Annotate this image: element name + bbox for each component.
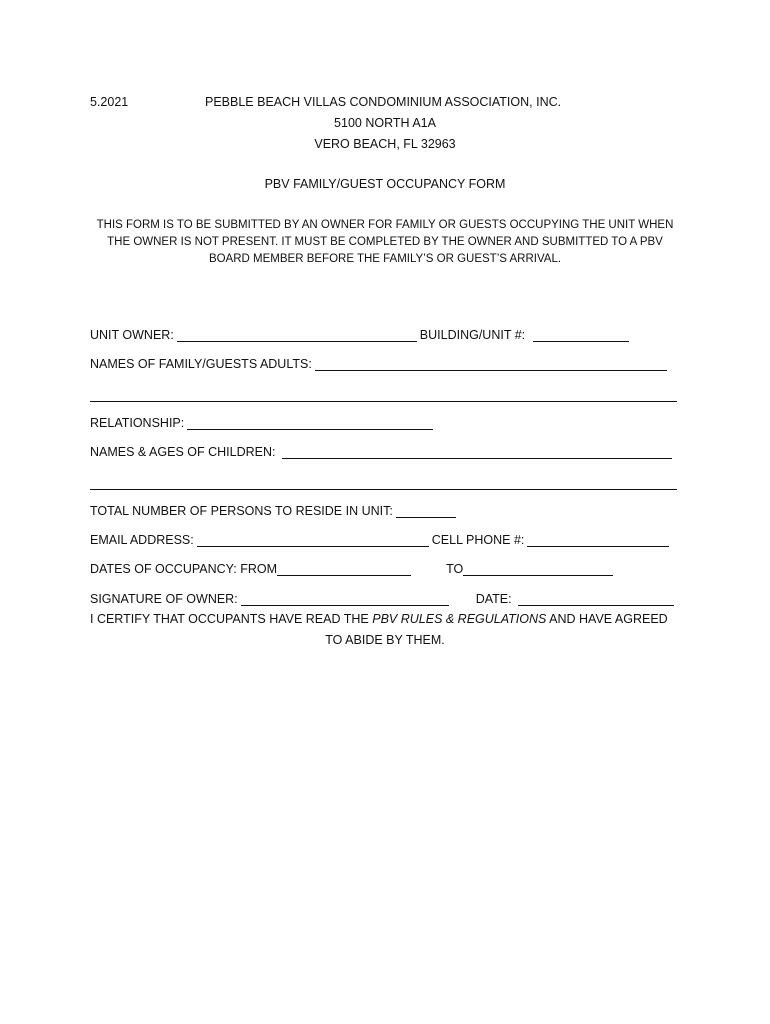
total-persons-field[interactable] (396, 504, 456, 518)
children-row (90, 445, 675, 459)
relationship-row (90, 416, 436, 430)
address-line-1: 5100 NORTH A1A (334, 116, 436, 130)
notice-line-2: THE OWNER IS NOT PRESENT. IT MUST BE COMPLETED BY THE OWNER AND SUBMITTED TO A PBV (107, 236, 663, 248)
occupancy-to-field[interactable] (463, 562, 613, 576)
signature-field[interactable] (241, 592, 449, 606)
children-label: NAMES & AGES OF CHILDREN: (90, 445, 276, 459)
adults-field[interactable] (315, 357, 667, 371)
total-persons-label: TOTAL NUMBER OF PERSONS TO RESIDE IN UNIT: (90, 504, 393, 518)
children-field[interactable] (282, 445, 672, 459)
certify-statement (90, 612, 668, 626)
adults-continuation-line[interactable] (90, 401, 677, 402)
children-continuation-line[interactable] (90, 489, 677, 490)
unit-owner-row (90, 328, 632, 342)
address-line-2: VERO BEACH, FL 32963 (314, 137, 456, 151)
occupancy-to-label: TO (446, 562, 464, 576)
signature-row (90, 592, 674, 606)
relationship-label: RELATIONSHIP: (90, 416, 185, 430)
association-name: PEBBLE BEACH VILLAS CONDOMINIUM ASSOCIATION, INC. (205, 95, 562, 109)
date-field[interactable] (518, 592, 674, 606)
unit-owner-field[interactable] (177, 328, 417, 342)
total-persons-row (90, 504, 459, 518)
certify-suffix: AND HAVE AGREED (546, 612, 668, 626)
email-label: EMAIL ADDRESS: (90, 533, 194, 547)
notice-line-3: BOARD MEMBER BEFORE THE FAMILY’S OR GUEST’S ARRIVAL. (208, 253, 562, 265)
adults-row (90, 357, 670, 371)
adults-label: NAMES OF FAMILY/GUESTS ADULTS: (90, 357, 312, 371)
occupancy-from-field[interactable] (277, 562, 411, 576)
building-unit-field[interactable] (533, 328, 629, 342)
form-revision-date: 5.2021 (90, 95, 129, 109)
cell-phone-field[interactable] (527, 533, 669, 547)
certify-prefix: I CERTIFY THAT OCCUPANTS HAVE READ THE (90, 612, 373, 626)
occupancy-from-label: DATES OF OCCUPANCY: FROM (90, 562, 278, 576)
email-phone-row (90, 533, 672, 547)
notice-line-1: THIS FORM IS TO BE SUBMITTED BY AN OWNER FOR FAMILY OR GUESTS OCCUPYING THE UNIT WHEN (96, 219, 674, 231)
building-unit-label: BUILDING/UNIT #: (419, 328, 526, 342)
cell-phone-label: CELL PHONE #: (431, 533, 525, 547)
certify-rules-title: PBV RULES & REGULATIONS (372, 612, 547, 626)
signature-label: SIGNATURE OF OWNER: (90, 592, 238, 606)
email-field[interactable] (197, 533, 429, 547)
occupancy-dates-row (90, 562, 616, 576)
unit-owner-label: UNIT OWNER: (90, 328, 174, 342)
date-label: DATE: (475, 592, 512, 606)
relationship-field[interactable] (187, 416, 433, 430)
certify-line-2: TO ABIDE BY THEM. (325, 633, 445, 647)
form-title: PBV FAMILY/GUEST OCCUPANCY FORM (264, 177, 506, 191)
